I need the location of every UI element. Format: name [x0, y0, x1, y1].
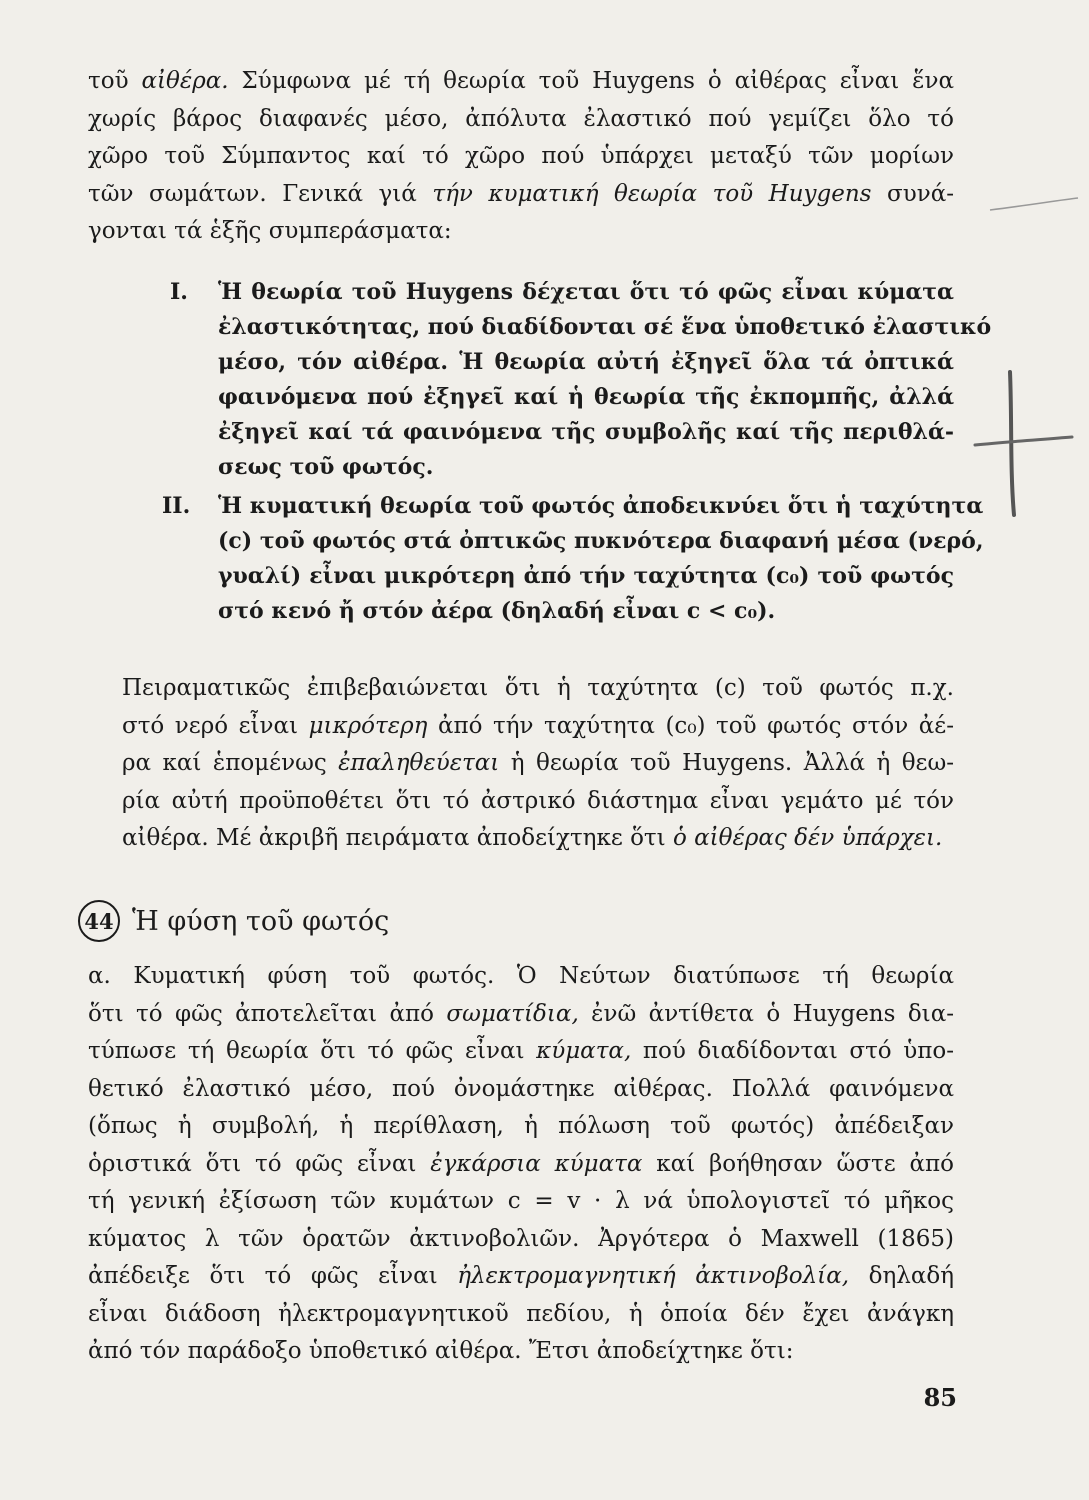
- text-line: ρία αὐτή προϋποθέτει ὅτι τό ἀστρικό διάστημα εἶναι γεμάτο μέ τόν: [122, 787, 954, 814]
- text-line: στό νερό εἶναι μικρότερη ἀπό τήν ταχύτητα (c₀) τοῦ φωτός στόν ἀέ-: [122, 712, 954, 739]
- section-heading: [78, 900, 389, 942]
- conclusion-numeral: II.: [162, 493, 191, 519]
- conclusion-numeral: I.: [170, 279, 188, 305]
- page-number: 85: [923, 1383, 957, 1412]
- text-line: Ἡ θεωρία τοῦ Huygens δέχεται ὅτι τό φῶς εἶναι κύματα: [218, 279, 954, 305]
- italic-phrase: ἠλεκτρομαγνητική ἀκτινοβολία,: [457, 1263, 850, 1289]
- text-line: θετικό ἐλαστικό μέσο, πού ὀνομάστηκε αἰθέρας. Πολλά φαινόμενα: [88, 1075, 954, 1102]
- conclusion-text: [218, 489, 984, 629]
- pencil-horizontal-stroke: [975, 437, 1072, 445]
- faint-pencil-line: [990, 198, 1078, 210]
- text-line: (c) τοῦ φωτός στά ὀπτικῶς πυκνότερα διαφανή μέσα (νερό,: [218, 528, 984, 554]
- italic-phrase: σωματίδια,: [446, 1000, 579, 1027]
- italic-phrase: ἐγκάρσια κύματα: [430, 1150, 643, 1177]
- text-line: αἰθέρα. Μέ ἀκριβῆ πειράματα ἀποδείχτηκε ὅτι ὁ αἰθέρας δέν ὑπάρχει.: [122, 825, 943, 851]
- italic-phrase: αἰθέρα.: [141, 68, 229, 94]
- text-line: γυαλί) εἶναι μικρότερη ἀπό τήν ταχύτητα (c₀) τοῦ φωτός: [218, 563, 954, 589]
- text-line: τῶν σωμάτων. Γενικά γιά τήν κυματική θεωρία τοῦ Huygens συνά-: [88, 180, 954, 207]
- text-line: Πειραματικῶς ἐπιβεβαιώνεται ὅτι ἡ ταχύτητα (c) τοῦ φωτός π.χ.: [122, 675, 954, 701]
- text-line: ρα καί ἑπομένως ἐπαληθεύεται ἡ θεωρία τοῦ Huygens. Ἀλλά ἡ θεω-: [122, 750, 954, 776]
- text-line: ἐξηγεῖ καί τά φαινόμενα τῆς συμβολῆς καί τῆς περιθλά-: [218, 419, 954, 445]
- text-line: χωρίς βάρος διαφανές μέσο, ἀπόλυτα ἐλαστικό πού γεμίζει ὅλο τό: [88, 105, 954, 132]
- conclusion-item-1: [170, 275, 992, 485]
- paragraph-huygens-ether: [88, 63, 954, 251]
- text-line: φαινόμενα πού ἐξηγεῖ καί ἡ θεωρία τῆς ἐκπομπῆς, ἀλλά: [218, 384, 954, 410]
- text-line: κύματος λ τῶν ὁρατῶν ἀκτινοβολιῶν. Ἀργότερα ὁ Maxwell (1865): [88, 1225, 954, 1252]
- text-line: γονται τά ἑξῆς συμπεράσματα:: [88, 218, 452, 244]
- text-line: ἐλαστικότητας, πού διαδίδονται σέ ἕνα ὑποθετικό ἐλαστικό: [218, 314, 992, 340]
- italic-phrase: μικρότερη: [308, 712, 428, 739]
- text-line: Ἡ κυματική θεωρία τοῦ φωτός ἀποδεικνύει ὅτι ἡ ταχύτητα: [218, 493, 984, 519]
- italic-phrase: κύματα,: [536, 1038, 632, 1064]
- text-line: τή γενική ἐξίσωση τῶν κυμάτων c = v · λ νά ὑπολογιστεῖ τό μῆκος: [88, 1188, 954, 1214]
- italic-phrase: τήν κυματική θεωρία τοῦ Huygens: [432, 180, 872, 207]
- section-number-circle: 44: [78, 900, 120, 942]
- paragraph-experiment: [88, 670, 954, 858]
- pencil-vertical-stroke: [1010, 372, 1014, 515]
- conclusions-list: [162, 275, 992, 629]
- text-line: (ὅπως ἡ συμβολή, ἡ περίθλαση, ἡ πόλωση τοῦ φωτός) ἀπέδειξαν: [88, 1113, 954, 1139]
- text-line: ὅτι τό φῶς ἀποτελεῖται ἀπό σωματίδια, ἐνῶ ἀντίθετα ὁ Huygens δια-: [88, 1000, 954, 1027]
- paragraph-text: [88, 63, 954, 251]
- text-line: ἀπό τόν παράδοξο ὑποθετικό αἰθέρα. Ἔτσι ἀποδείχτηκε ὅτι:: [88, 1338, 794, 1364]
- text-line: ἀπέδειξε ὅτι τό φῶς εἶναι ἠλεκτρομαγνητική ἀκτινοβολία, δηλαδή: [88, 1263, 954, 1289]
- section-title: Ἡ φύση τοῦ φωτός: [132, 905, 390, 937]
- text-line: εἶναι διάδοση ἠλεκτρομαγνητικοῦ πεδίου, ἡ ὁποία δέν ἔχει ἀνάγκη: [88, 1300, 954, 1327]
- paragraph-text: [88, 670, 954, 858]
- italic-phrase: ὁ αἰθέρας δέν ὑπάρχει.: [672, 825, 943, 851]
- text-line: χῶρο τοῦ Σύμπαντος καί τό χῶρο πού ὑπάρχει μεταξύ τῶν μορίων: [88, 143, 954, 169]
- text-line: α. Κυματική φύση τοῦ φωτός. Ὁ Νεύτων διατύπωσε τή θεωρία: [88, 963, 954, 989]
- text-line: σεως τοῦ φωτός.: [218, 454, 434, 480]
- text-line: ὁριστικά ὅτι τό φῶς εἶναι ἐγκάρσια κύματα καί βοήθησαν ὥστε ἀπό: [88, 1150, 954, 1177]
- italic-phrase: ἐπαληθεύεται: [338, 750, 500, 776]
- text-line: τύπωσε τή θεωρία ὅτι τό φῶς εἶναι κύματα, πού διαδίδονται στό ὑπο-: [88, 1038, 954, 1064]
- text-line: στό κενό ἤ στόν ἀέρα (δηλαδή εἶναι c < c₀).: [218, 598, 776, 624]
- paragraph-wave-nature: [88, 958, 954, 1371]
- conclusion-item-2: [162, 489, 984, 629]
- paragraph-text: [88, 958, 954, 1371]
- text-line: μέσο, τόν αἰθέρα. Ἡ θεωρία αὐτή ἐξηγεῖ ὅλα τά ὀπτικά: [218, 349, 954, 375]
- text-line: τοῦ αἰθέρα. Σύμφωνα μέ τή θεωρία τοῦ Huygens ὁ αἰθέρας εἶναι ἕνα: [88, 68, 954, 94]
- conclusion-text: [218, 275, 992, 485]
